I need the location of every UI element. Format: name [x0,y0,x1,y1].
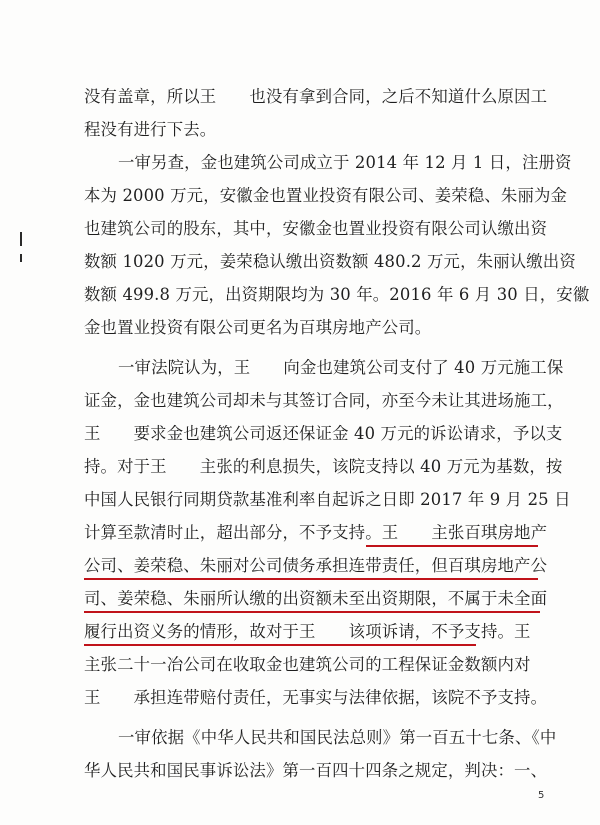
scan-mark [20,232,22,246]
paragraph-line: 没有盖章，所以王 也没有拿到合同，之后不知道什么原因工 [84,87,548,106]
paragraph-line: 王 承担连带赔付责任，无事实与法律依据，该院不予支持。 [84,688,548,707]
paragraph-line: 证金，金也建筑公司却未与其签订合同，亦至今未让其进场施工， [84,391,564,410]
paragraph-line: 程没有进行下去。 [84,120,217,139]
scan-mark [20,254,22,262]
paragraph-line: 一审依据《中华人民共和国民法总则》第一百五十七条、《中 [118,728,557,747]
paragraph-line: 也建筑公司的股东，其中，安徽金也置业投资有限公司认缴出资 [84,219,548,238]
paragraph-line: 一审法院认为，王 向金也建筑公司支付了 40 万元施工保 [118,358,564,377]
paragraph-line: 履行出资义务的情形，故对于王 该项诉请，不予支持。王 [84,622,531,641]
paragraph-line: 主张二十一冶公司在收取金也建筑公司的工程保证金数额内对 [84,655,531,674]
red-underline-annotation [84,578,538,580]
red-underline-annotation [84,611,540,613]
paragraph-line: 王 要求金也建筑公司返还保证金 40 万元的诉讼请求，予以支 [84,424,563,443]
paragraph-line: 中国人民银行同期贷款基准利率自起诉之日即 2017 年 9 月 25 日 [84,490,571,509]
paragraph-line: 持。对于王 主张的利息损失，该院支持以 40 万元为基数，按 [84,457,563,476]
paragraph-line: 计算至款清时止，超出部分，不予支持。王 主张百琪房地产 [84,523,548,542]
paragraph-line: 数额 1020 万元，姜荣稳认缴出资数额 480.2 万元，朱丽认缴出资 [84,252,576,271]
page-number: 5 [538,790,545,801]
paragraph-line: 华人民共和国民事诉讼法》第一百四十四条之规定，判决：一、 [84,761,548,780]
paragraph-line: 数额 499.8 万元，出资期限均为 30 年。2016 年 6 月 30 日，安徽 [84,285,590,304]
red-underline-annotation [84,644,476,646]
paragraph-line: 一审另查，金也建筑公司成立于 2014 年 12 月 1 日，注册资 [118,153,572,172]
paragraph-line: 公司、姜荣稳、朱丽对公司债务承担连带责任，但百琪房地产公 [84,556,548,575]
red-underline-annotation [366,545,538,547]
paragraph-line: 金也置业投资有限公司更名为百琪房地产公司。 [84,318,432,337]
paragraph-line: 本为 2000 万元，安徽金也置业投资有限公司、姜荣稳、朱丽为金 [84,186,568,205]
paragraph-line: 司、姜荣稳、朱丽所认缴的出资额未至出资期限，不属于未全面 [84,589,548,608]
